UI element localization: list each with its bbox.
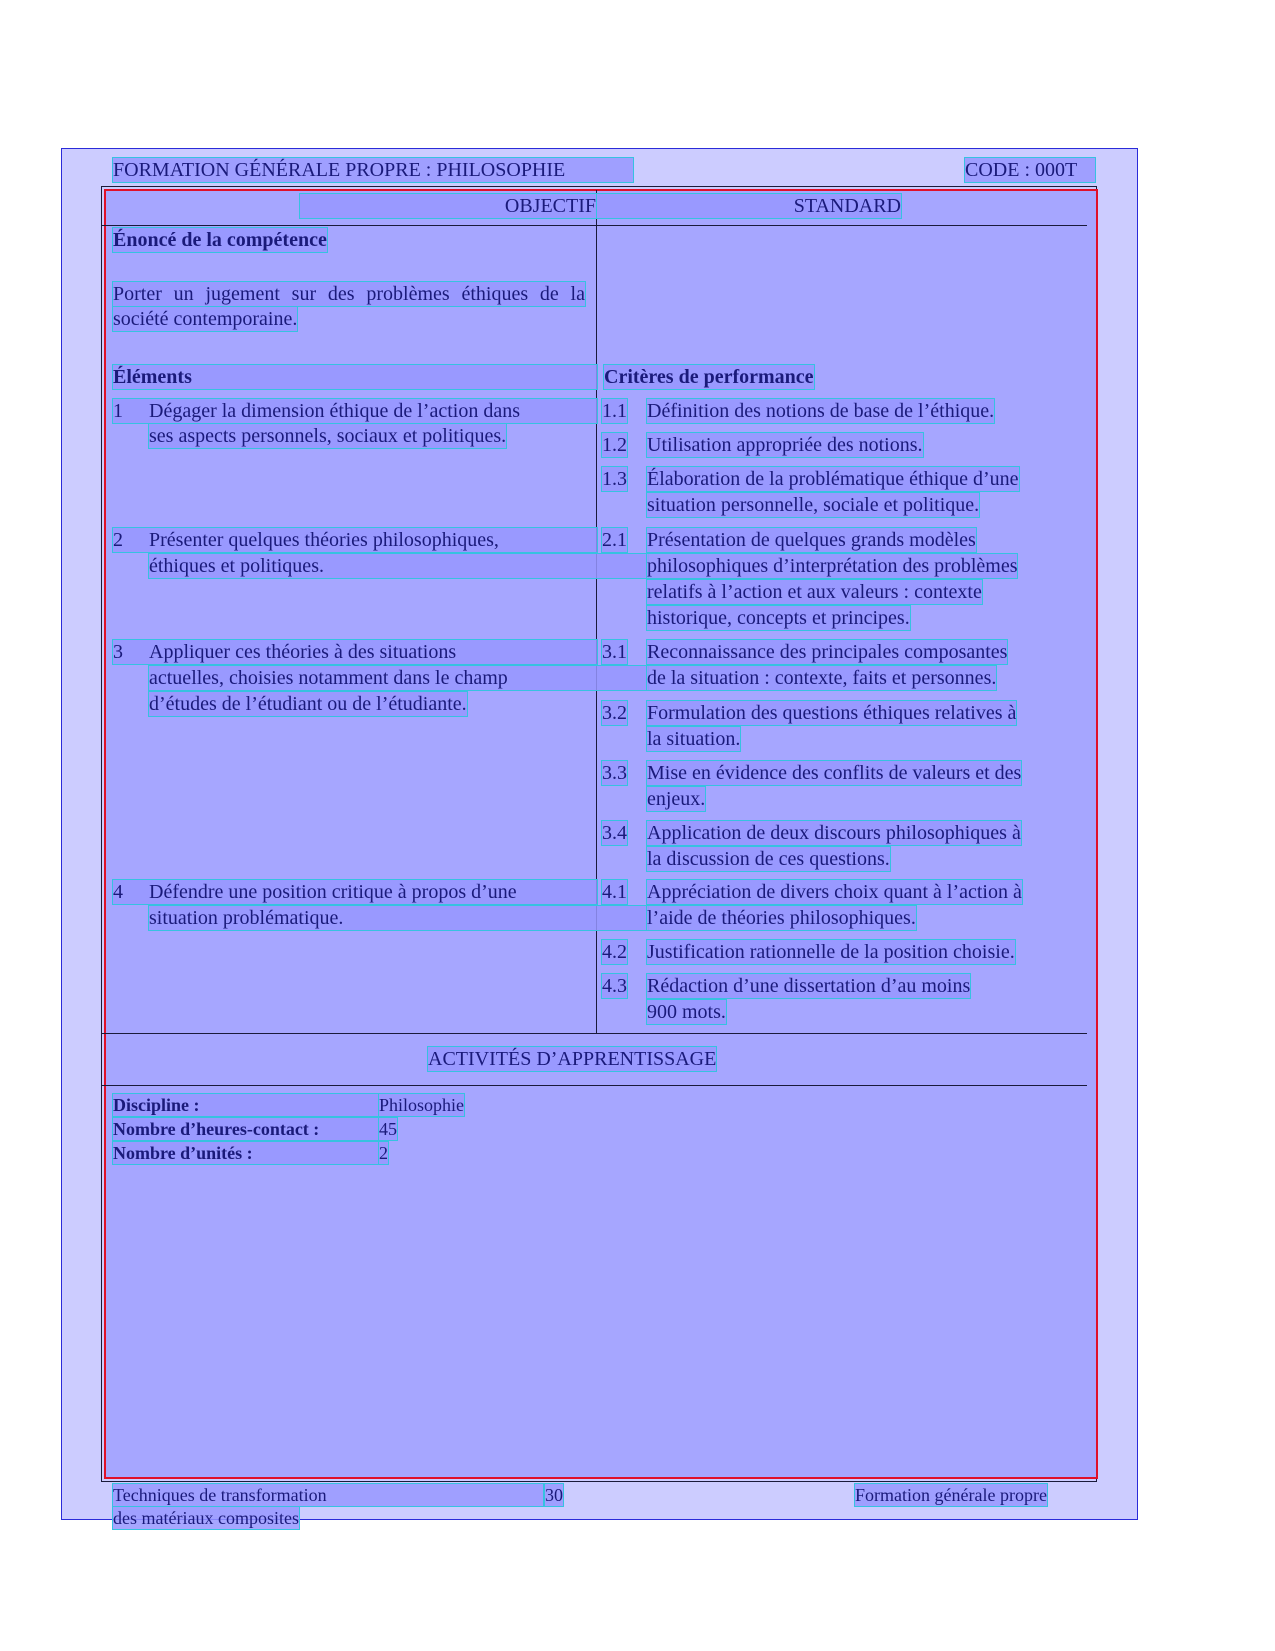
critere-text: Élaboration de la problématique éthique d’une [647,468,1019,490]
elements-heading: Éléments [113,365,597,389]
element-text: Présenter quelques théories philosophiques, [149,529,499,551]
critere-number: 1.2 [602,434,627,456]
critere-number: 4.2 [602,941,627,963]
critere-number: 1.3 [602,468,627,490]
critere-text: Justification rationnelle de la position choisie. [647,941,1015,963]
rule-above-activities [101,1033,1087,1034]
critere-number: 1.1 [602,400,627,422]
element-number: 4 [113,881,123,903]
discipline-label: Discipline : [113,1094,378,1116]
footer-program-line-1: Techniques de transformation [113,1484,543,1506]
discipline-value: Philosophie [379,1095,465,1115]
rule-top [101,186,1087,187]
footer-program-line-2: des matériaux composites [113,1508,299,1528]
critere-text: Mise en évidence des conflits de valeurs et des [647,762,1022,784]
element-text: Appliquer ces théories à des situations [149,641,457,663]
element-text: Dégager la dimension éthique de l’action dans [149,400,520,422]
rule-under-activities [101,1085,1087,1086]
critere-number: 3.2 [602,702,627,724]
critere-text: Définition des notions de base de l’éthique. [647,400,995,422]
element-number: 1 [113,400,123,422]
critere-text: Reconnaissance des principales composantes [647,641,1008,663]
rule-under-headings [101,225,1087,226]
heures-contact-label: Nombre d’heures-contact : [113,1118,378,1140]
standard-heading: STANDARD [597,194,901,218]
critere-number: 3.4 [602,822,627,844]
critere-text: situation personnelle, sociale et politique. [647,494,980,516]
critere-text: 900 mots. [647,1001,726,1023]
critere-text: historique, concepts et principes. [647,607,910,629]
critere-text: la situation. [647,728,741,750]
critere-number: 3.3 [602,762,627,784]
objectif-heading: OBJECTIF [300,194,596,218]
enonce-text-line-2: société contemporaine. [113,308,298,330]
element-text: d’études de l’étudiant ou de l’étudiante. [149,693,467,715]
element-text: éthiques et politiques. [149,554,648,578]
critere-number: 4.3 [602,975,627,997]
critere-text: de la situation : contexte, faits et personnes. [647,667,997,689]
critere-text: enjeux. [647,788,706,810]
element-number: 3 [113,641,123,663]
enonce-heading: Énoncé de la compétence [113,229,327,251]
criteres-heading: Critères de performance [604,366,814,388]
critere-number: 2.1 [602,529,627,551]
critere-text: la discussion de ces questions. [647,848,890,870]
course-code: CODE : 000T [965,158,1095,182]
element-text: situation problématique. [149,906,648,930]
critere-text: Appréciation de divers choix quant à l’action à [647,881,1022,903]
element-number: 2 [113,529,123,551]
page-title: FORMATION GÉNÉRALE PROPRE : PHILOSOPHIE [113,158,633,182]
element-text: ses aspects personnels, sociaux et politiques. [149,425,507,447]
critere-number: 4.1 [602,881,627,903]
critere-text: Présentation de quelques grands modèles [647,529,976,551]
critere-text: l’aide de théories philosophiques. [647,907,916,929]
critere-text: relatifs à l’action et aux valeurs : contexte [647,581,982,603]
unites-value: 2 [379,1143,388,1163]
heures-contact-value: 45 [379,1119,397,1139]
activites-heading: ACTIVITÉS D’APPRENTISSAGE [428,1048,717,1070]
critere-text: Formulation des questions éthiques relatives à [647,702,1017,724]
unites-label: Nombre d’unités : [113,1142,378,1164]
element-text: actuelles, choisies notamment dans le champ [149,666,648,690]
footer-page-number: 30 [545,1485,563,1505]
critere-text: philosophiques d’interprétation des problèmes [647,555,1018,577]
element-text: Défendre une position critique à propos d’une [149,881,517,903]
critere-text: Rédaction d’une dissertation d’au moins [647,975,971,997]
critere-text: Application de deux discours philosophiques à [647,822,1021,844]
critere-number: 3.1 [602,641,627,663]
footer-section: Formation générale propre [855,1485,1047,1505]
critere-text: Utilisation appropriée des notions. [647,434,923,456]
enonce-text-line-1: Porter un jugement sur des problèmes éthiques de la [113,283,585,305]
